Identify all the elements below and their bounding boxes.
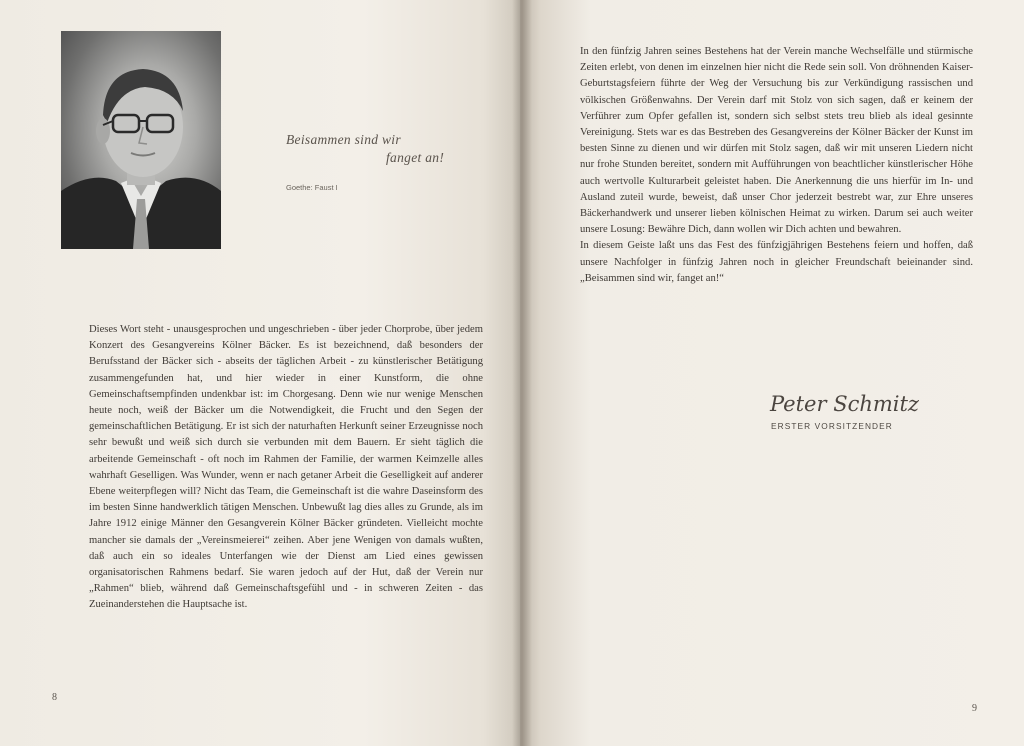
page-number-right: 9 (972, 703, 977, 714)
left-paragraph: Dieses Wort steht - unausgesprochen und ungeschrieben - über jeder Chorprobe, über jedem Konzert des Gesangvereins Kölner Bäcker. Es ist bezeichnend, daß besonders der Berufsstand der Bäcker sich - abseits der täglichen Arbeit - zu künstlerischer Betätigung zusammengefunden hat, und hier wieder in einer Kunstform, die ohne Gemeinschaftsempfinden undenkbar ist: im Chorgesang. Denn wie nur wenige Menschen heute noch, weiß der Bäcker um die Notwendigkeit, die Frucht und den Segen der gemeinschaftlichen Betätigung. Er ist sich der naturhaften Herkunft seiner Erzeugnisse noch sehr bewußt und weiß sich durch sie verbunden mit dem Bauern. Er sieht täglich die arbeitende Gemeinschaft - oft noch im Rahmen der Familie, der warmen Keimzelle alles wahrhaft Geselligen. Was Wunder, wenn er nach getaner Arbeit die Geselligkeit auf anderer Ebene weiterpflegen will? Nicht das Team, die Gemeinschaft ist die wahre Daseinsform des im besten Sinne handwerklich tätigen Menschen. Unbewußt lag dies alles zu Grunde, als im Jahre 1912 einige Männer den Gesangverein Kölner Bäcker gründeten. Vielleicht mochte mancher sie damals der „Vereinsmeierei“ zeihen. Aber jene Wenigen von damals wußten, daß auch ein so ideales Unterfangen wie der Dienst am Lied eines gewissen organisatorischen Rahmens bedarf. Sie waren jedoch auf der Hut, daß der Verein nur „Rahmen“ blieb, während daß Gemeinschaftsgefühl und - in schweren Zeiten - das Zueinanderstehen die Hauptsache ist. (89, 324, 483, 611)
right-paragraph-1: In den fünfzig Jahren seines Bestehens hat der Verein manche Wechselfälle und stürmische Zeiten erlebt, von denen im einzelnen hier nicht die Rede sein soll. Von dröhnenden Kaiser-Geburtstagsfeiern führte der Weg der Versuchung bis zur Verkündigung rassischen und völkischen Größenwahns. Der Verein darf mit Stolz von sich sagen, daß er keinem der Verführer zum Opfer gefallen ist, sondern sich selbst stets treu blieb als ideal gesinnte Vereinigung. Stets war es das Bestreben des Gesangvereins der Kölner Bäcker der Kunst im besten Sinne zu dienen und wir dürfen mit Stolz sagen, daß wir mit unseren Liedern nicht nur frohe Stunden bereitet, sondern mit Aufführungen von beachtlicher künstlerischer Höhe auch wertvolle Kulturarbeit geleistet haben. Die Anerkennung die uns hierfür im In- und Ausland zuteil wurde, beweist, daß unser Chor jederzeit bestrebt war, zur Ehre unseres Bäckerhandwerk und unserer lieben kölnischen Heimat zu wirken. Darum sei auch weiter unsere Losung: Bewähre Dich, dann wollen wir Dich achten und bewahren. (580, 46, 973, 236)
book-gutter (512, 0, 532, 746)
signature-title: ERSTER VORSITZENDER (771, 421, 893, 431)
signature: Peter Schmitz (770, 392, 919, 416)
portrait-figure (61, 31, 221, 249)
quote-source: Goethe: Faust I (286, 183, 338, 192)
page-number-left: 8 (52, 692, 57, 703)
right-paragraph-2: In diesem Geiste laßt uns das Fest des fünfzigjährigen Bestehens feiern und hoffen, daß unsere Nachfolger in fünfzig Jahren noch in gleicher Freundschaft beieinander sind. „Beisammen sind wir, fanget an!“ (580, 240, 973, 284)
portrait-photo (61, 31, 221, 249)
quote-line-1: Beisammen sind wir (286, 132, 401, 147)
quote-line-2: fanget an! (386, 150, 445, 165)
epigraph-quote (286, 132, 486, 166)
right-body-text (580, 44, 973, 287)
left-body-text (89, 322, 483, 614)
